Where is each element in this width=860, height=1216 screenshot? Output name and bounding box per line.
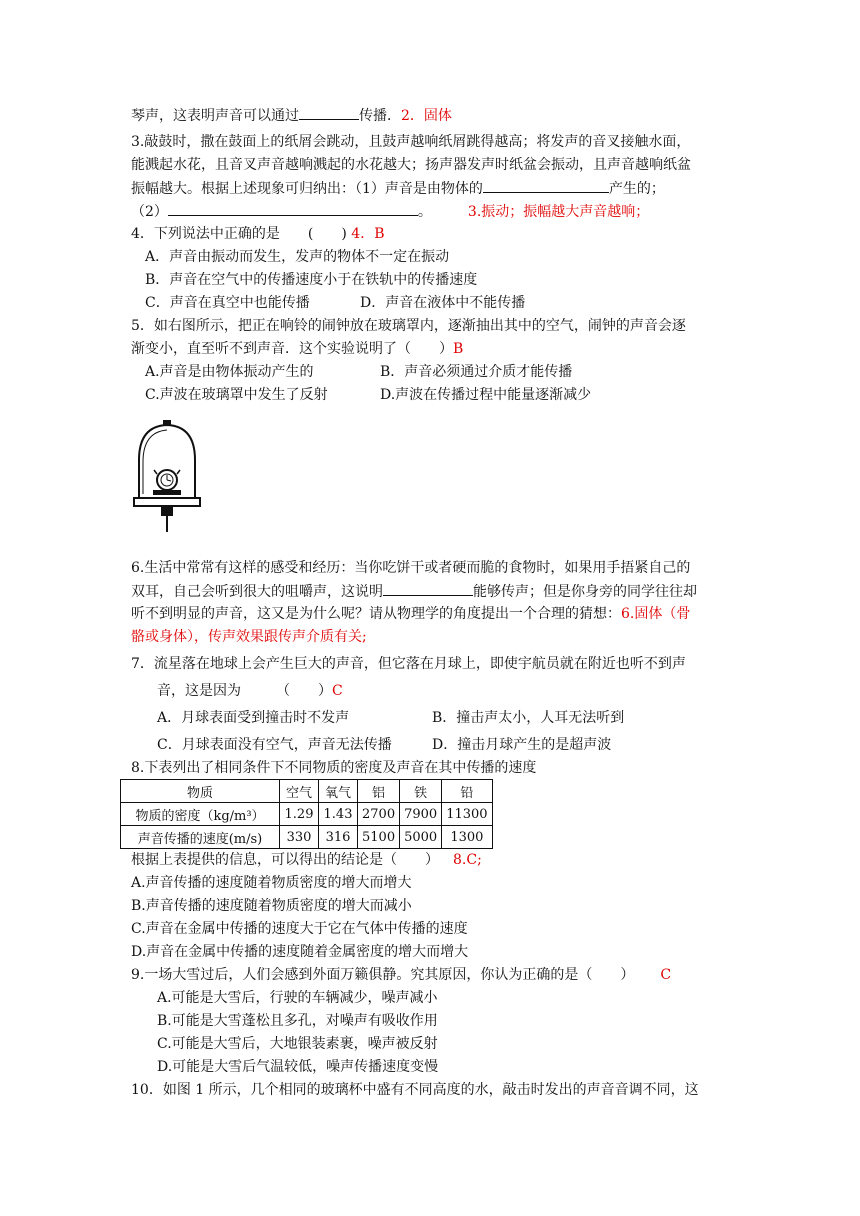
q8-question: 根据上表提供的信息，可以得出的结论是（ ） 8.C; (131, 852, 482, 868)
q7-option-b: B．撞击声太小，人耳无法听到 (432, 710, 625, 726)
table-header-cell: 氧气 (319, 780, 358, 803)
q7-line-1: 7．流星落在地球上会产生巨大的声音，但它落在月球上，即使宇航员就在附近也听不到声 (131, 656, 686, 672)
answer-q8: 8.C; (453, 852, 482, 868)
q9-option-a: A.可能是大雪后，行驶的车辆减少，噪声减小 (157, 990, 438, 1006)
table-cell: 316 (319, 826, 358, 849)
q6-line-3: 听不到明显的声音，这又是为什么呢？请从物理学的角度提出一个合理的猜想：6.固体（骨 (131, 606, 691, 622)
table-row-label: 声音传播的速度(m/s) (121, 826, 280, 849)
q3-line-1: 3.敲鼓时，撒在鼓面上的纸屑会跳动，且鼓声越响纸屑跳得越高；将发声的音叉接触水面， (131, 134, 691, 150)
q8-option-a: A.声音传播的速度随着物质密度的增大而增大 (131, 875, 412, 891)
bell-jar-alarm-clock-figure (131, 420, 203, 535)
blank-q3-1 (483, 177, 609, 193)
blank-q3-2 (168, 200, 418, 216)
table-cell: 7900 (400, 803, 442, 826)
answer-q6-part1: 6.固体（骨 (621, 606, 691, 622)
q8-stem: 8.下表列出了相同条件下不同物质的密度及声音在其中传播的速度 (131, 760, 537, 776)
table-header-cell: 空气 (280, 780, 319, 803)
answer-q2: 2．固体 (401, 108, 452, 124)
q7-option-c: C．月球表面没有空气，声音无法传播 (157, 737, 392, 753)
table-header-cell: 铝 (358, 780, 400, 803)
table-cell: 1.29 (280, 803, 319, 826)
table-cell: 1.43 (319, 803, 358, 826)
q3-line-4: （2） 。 3.振动；振幅越大声音越响； (131, 200, 649, 222)
blank-q2 (299, 104, 359, 120)
q4-option-c: C．声音在真空中也能传播 (145, 295, 310, 311)
table-header-cell: 铁 (400, 780, 442, 803)
q8-option-d: D.声音在金属中传播的速度随着金属密度的增大而增大 (131, 944, 469, 960)
q10-line-1: 10．如图 1 所示，几个相同的玻璃杯中盛有不同高度的水，敲击时发出的声音音调不同，这 (131, 1082, 699, 1098)
density-speed-table (120, 779, 493, 849)
q3-line-2: 能溅起水花，且音叉声音越响溅起的水花越大；扬声器发声时纸盆会振动，且声音越响纸盆 (131, 157, 691, 173)
table-row (121, 780, 493, 803)
table-cell: 330 (280, 826, 319, 849)
blank-q6 (383, 580, 473, 596)
q5-option-a: A.声音是由物体振动产生的 (145, 364, 314, 380)
q5-line-1: 5．如右图所示，把正在响铃的闹钟放在玻璃罩内，逐渐抽出其中的空气，闹钟的声音会逐 (131, 318, 686, 334)
q7-line-2: 音，这是因为 （ ）C (157, 683, 343, 699)
table-header-cell: 铅 (442, 780, 492, 803)
q7-option-a: A．月球表面受到撞击时不发声 (157, 710, 350, 726)
q5-option-d: D.声波在传播过程中能量逐渐减少 (380, 387, 592, 403)
q5-option-c: C.声波在玻璃罩中发生了反射 (145, 387, 328, 403)
table-row-label: 物质的密度（kg/m³） (121, 803, 280, 826)
answer-q7: C (332, 683, 343, 699)
q4-option-b: B．声音在空气中的传播速度小于在铁轨中的传播速度 (145, 272, 478, 288)
q7-option-d: D．撞击月球产生的是超声波 (432, 737, 612, 753)
table-header-cell: 物质 (121, 780, 280, 803)
q9-option-c: C.可能是大雪后，大地银装素裹，噪声被反射 (157, 1036, 438, 1052)
answer-q3: 3.振动；振幅越大声音越响； (467, 204, 650, 220)
q5-option-b: B．声音必须通过介质才能传播 (380, 364, 573, 380)
answer-q6-part2: 骼或身体），传声效果跟传声介质有关; (131, 629, 367, 645)
q4-option-a: A．声音由振动而发生，发声的物体不一定在振动 (145, 249, 450, 265)
answer-q5: B (453, 341, 464, 357)
q9-option-d: D.可能是大雪后气温较低，噪声传播速度变慢 (157, 1059, 439, 1075)
table-row (121, 803, 493, 826)
q8-option-c: C.声音在金属中传播的速度大于它在气体中传播的速度 (131, 921, 468, 937)
q4-option-d: D．声音在液体中不能传播 (360, 295, 526, 311)
table-cell: 5000 (400, 826, 442, 849)
q3-line-3: 振幅越大。根据上述现象可归纳出：（1）声音是由物体的 产生的； (131, 177, 665, 199)
q9-option-b: B.可能是大雪蓬松且多孔，对噪声有吸收作用 (157, 1013, 438, 1029)
q2-tail-line: 琴声，这表明声音可以通过 传播．2．固体 (131, 104, 452, 126)
answer-q4: 4．B (351, 226, 385, 242)
answer-q9: C (660, 967, 672, 983)
q8-option-b: B.声音传播的速度随着物质密度的增大而减小 (131, 898, 412, 914)
q5-line-2: 渐变小，直至听不到声音．这个实验说明了（ ）B (131, 341, 464, 357)
table-row (121, 826, 493, 849)
table-cell: 1300 (442, 826, 492, 849)
q6-line-1: 6.生活中常常有这样的感受和经历：当你吃饼干或者硬而脆的食物时，如果用手捂紧自己的 (131, 560, 691, 576)
q4-stem: 4．下列说法中正确的是 ( ) 4．B (131, 226, 385, 242)
table-cell: 2700 (358, 803, 400, 826)
table-cell: 11300 (442, 803, 492, 826)
q9-stem: 9.一场大雪过后，人们会感到外面万籁俱静。究其原因，你认为正确的是（ ） C (131, 967, 672, 983)
table-cell: 5100 (358, 826, 400, 849)
q6-line-2: 双耳，自己会听到很大的咀嚼声，这说明 能够传声；但是你身旁的同学往往却 (131, 580, 697, 602)
